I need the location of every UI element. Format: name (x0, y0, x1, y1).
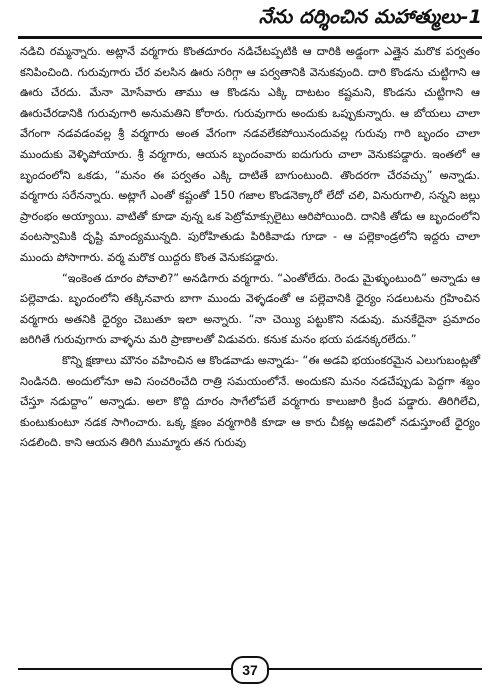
header-divider (18, 36, 482, 39)
paragraph-3: కొన్ని క్షణాలు మౌనం వహించిన ఆ కొండవాడు అన్నాడు- “ఈ అడవి భయంకరమైన ఎలుగుబంట్లతో నిండినది. అందులోనూ అవి సంచరించేది రాత్రి సమయంలోనే. అందుకని మనం నడచేప్పుడు పెద్దగా శబ్దం చేస్తూ నడుద్దాం” అన్నాడు. అలా కొద్ది దూరం సాగేలోపలే వర్మగారు కాలుజారి క్రింద పడ్డారు. తిరిగిలేచి, కుంటుకుంటూ నడక సాగించారు. ఒక్క క్షణం వర్మగారికి కూడా ఆ కారు చీకట్ల అడవిలో నడుస్తూంటే ధైర్యం సడలింది. కాని ఆయన తిరిగి ముమ్మారు తన గురువు (20, 353, 480, 450)
page-number-badge: 37 (231, 656, 269, 684)
page-body (20, 42, 480, 454)
paragraph-2: “ఇంకెంత దూరం పోవాలి?” అనడిగారు వర్మగారు. “ఎంతోలేదు. రెండు మైళ్ళుంటుంది” అన్నాడు ఆ పల్లెవాడు. బృందంలోని తక్కినవారు బాగా ముందు వెళ్ళడంతో ఆ పల్లెవానికి ధైర్యం సడలుటను గ్రహించిన వర్మగారు అతనికి ధైర్యం చెబుతూ ఇలా అన్నారు. “నా చెయ్యి పట్టుకొని నడువు. మనకేదైనా ప్రమాదం జరిగితే గురువుగారు వాళ్ళను మరి ప్రాణాలతో విడువరు. కనుక మనం భయ పడనక్కరలేదు.” (20, 271, 480, 347)
paragraph-1: నడిచి రమ్మన్నారు. అట్లానే వర్మగారు కొంతదూరం నడిచేటప్పటికి ఆ దారికి అడ్డంగా ఎత్తైన మరొక పర్వతం కనిపించింది. గురువుగారు చేర వలసిన ఊరు సరిగ్గా ఆ పర్వతానికి వెనుకవుంది. దారి కొండను చుట్టిగాని ఆ ఊరు చేరదు. మేనా మోసేవారు తాము ఆ కొండను ఎక్కి దాటటం కష్టమని, కొండను చుట్టిగాని ఆ ఊరుచేరడానికి గురువుగారి అనుమతిని కోరారు. గురువుగారు అందుకు ఒప్పుకున్నారు. ఆ బోయలు చాలా వేగంగా నడవడంవల్ల శ్రీ వర్మగారు అంత వేగంగా నడవలేకపోయినందువల్ల గురువు గారి బృందం చాలా ముందుకు వెళ్ళిపోయారు. శ్రీ వర్మగారు, ఆయన బృందంవారు ఐదుగురు చాలా వెనుకపడ్డారు. ఇంతలో ఆ బృందంలోని ఒకడు, “మనం ఈ పర్వతం ఎక్కి దాటితే బాగుంటుంది. తొందరగా చేరవచ్చు” అన్నాడు. వర్మగారు సరేనన్నారు. అట్లాగే ఎంతో కష్టంతో 150 గజాల కొండనెక్కారో లేదో చలి, వినురుగాలి, సన్నని జల్లు ప్రారంభం అయ్యాయి. వాటితో కూడా వున్న ఒక పెట్రోమాక్సులైటు ఆరిపోయింది. దానికి తోడు ఆ బృందంలోని వంటస్వామికి దృష్టి మాంద్యమున్నది. పురోహితుడు పిరికివాడు గూడా - ఆ పల్లెకాండ్రలోని ఇద్దరు చాలా ముందు పోసాగారు. వర్మ మరొక యిద్దరు కొంత వెనుకపడ్డారు. (20, 45, 480, 264)
running-header-title: నేను దర్శించిన మహాత్ములు-1 (258, 6, 482, 28)
